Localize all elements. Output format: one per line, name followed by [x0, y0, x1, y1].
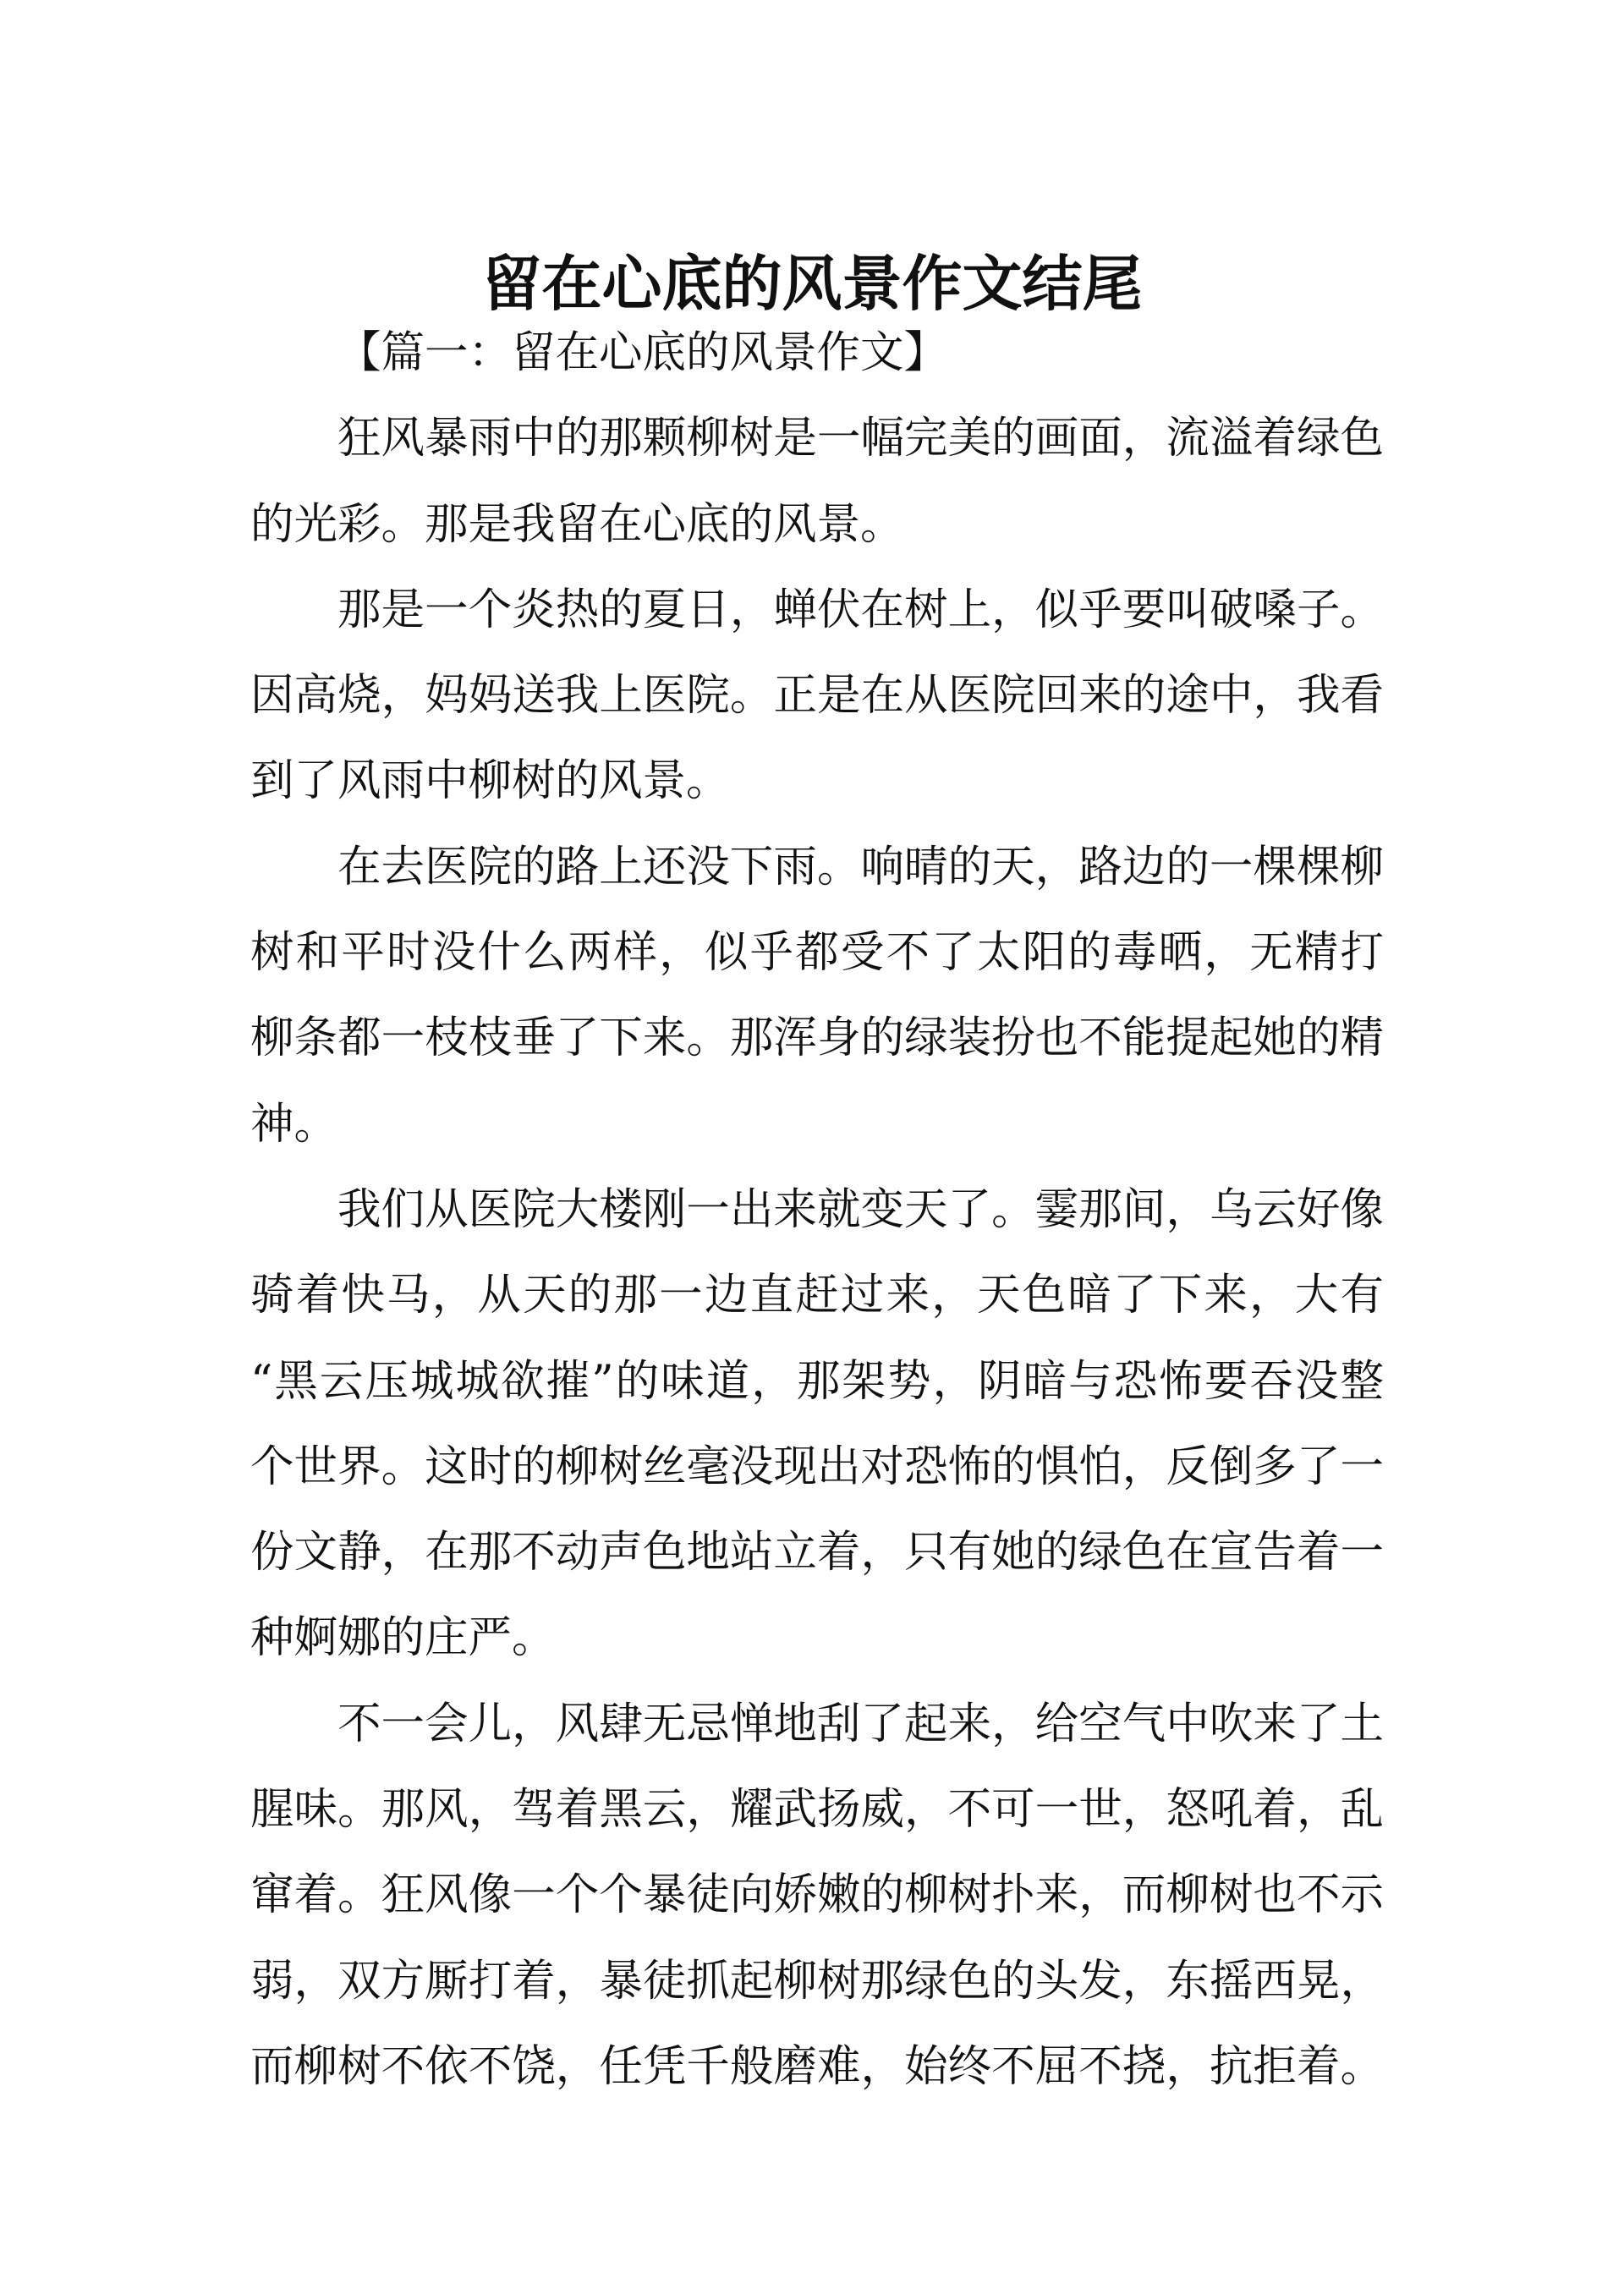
paragraph [250, 568, 1384, 825]
paragraph-line: 份文静，在那不动声色地站立着，只有她的绿色在宣告着一 [250, 1527, 1384, 1578]
paragraph [250, 825, 1384, 1167]
document-body [250, 310, 1384, 2110]
document-title: 留在心底的风景作文结尾 [481, 247, 1143, 319]
paragraph-line: 树和平时没什么两样，似乎都受不了太阳的毒晒，无精打 [250, 927, 1384, 979]
paragraph [250, 396, 1384, 568]
paragraph-line: 个世界。这时的柳树丝毫没现出对恐怖的惧怕，反倒多了一 [250, 1441, 1384, 1492]
paragraph-line: 弱，双方厮打着，暴徒抓起柳树那绿色的头发，东摇西晃， [250, 1955, 1384, 2007]
paragraph-line: 窜着。狂风像一个个暴徒向娇嫩的柳树扑来，而柳树也不示 [250, 1869, 1384, 1921]
paragraph-line: 到了风雨中柳树的风景。 [250, 755, 730, 807]
paragraph-line: 狂风暴雨中的那颗柳树是一幅完美的画面，流溢着绿色 [337, 413, 1384, 464]
paragraph [250, 1167, 1384, 1682]
paragraph-line: 不一会儿，风肆无忌惮地刮了起来，给空气中吹来了土 [337, 1698, 1384, 1749]
paragraph-line: 我们从医院大楼刚一出来就变天了。霎那间，乌云好像 [337, 1183, 1384, 1235]
paragraph-line: 骑着快马，从天的那一边直赶过来，天色暗了下来，大有 [250, 1270, 1384, 1321]
section-heading: 【篇一：留在心底的风景作文】 [337, 327, 948, 378]
paragraph-line: 腥味。那风，驾着黑云，耀武扬威，不可一世，怒吼着，乱 [250, 1784, 1384, 1836]
paragraph-line: 的光彩。那是我留在心底的风景。 [250, 498, 904, 550]
paragraph-line: 那是一个炎热的夏日，蝉伏在树上，似乎要叫破嗓子。 [337, 584, 1384, 635]
paragraph-line: 在去医院的路上还没下雨。响晴的天，路边的一棵棵柳 [337, 841, 1384, 892]
paragraph [250, 1682, 1384, 2110]
paragraph-line: 柳条都一枝枝垂了下来。那浑身的绿装扮也不能提起她的精 [250, 1013, 1384, 1064]
paragraph-line: 而柳树不依不饶，任凭千般磨难，始终不屈不挠，抗拒着。 [250, 2040, 1384, 2092]
paragraph-line: 因高烧，妈妈送我上医院。正是在从医院回来的途中，我看 [250, 670, 1384, 722]
paragraph-line: “黑云压城城欲摧”的味道，那架势，阴暗与恐怖要吞没整 [250, 1355, 1384, 1407]
paragraph-line: 种婀娜的庄严。 [250, 1612, 556, 1664]
paragraph-line: 神。 [250, 1098, 338, 1150]
